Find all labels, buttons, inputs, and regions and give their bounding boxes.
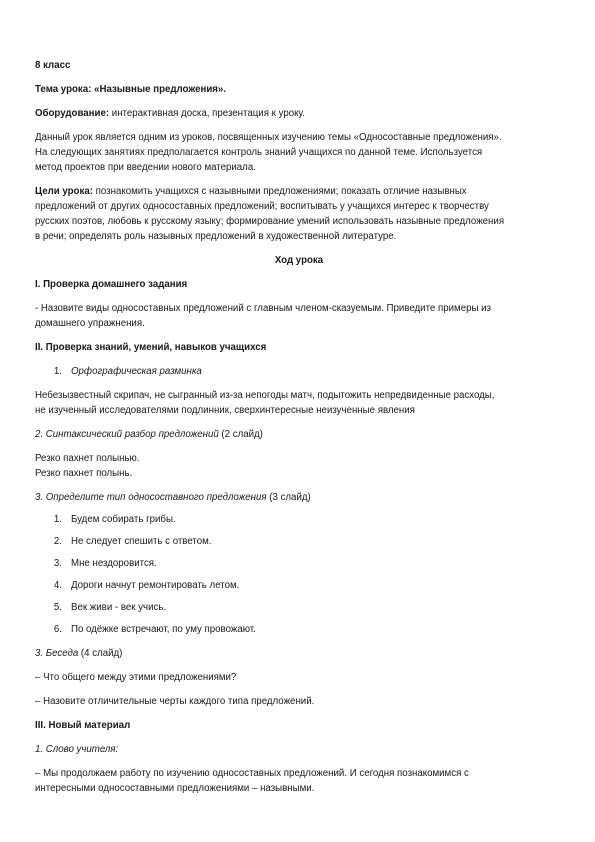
section2-title: II. Проверка знаний, умений, навыков учащихся [35, 342, 267, 353]
list-item: 5. Век живи - век учись. [53, 602, 167, 613]
goals-paragraph: Цели урока: познакомить учащихся с назывными предложениями; показать отличие назывных предложений от других односоставных предложений; воспитывать у учащихся интерес к творчеству русских поэтов, любовь к русскому языку; формирование умений использовать назывные предложения в речи; определять роль назывных предложений в художественной литературе. [35, 186, 505, 242]
section1-paragraph: - Назовите виды односоставных предложений с главным членом-сказуемым. Приведите примеры из домашнего упражнения. [35, 303, 491, 329]
item2-heading: 2. Синтаксический разбор предложений (2 слайд) [35, 429, 263, 440]
topic-line [35, 82, 563, 97]
section1-title: I. Проверка домашнего задания [35, 279, 188, 290]
list-item: 3. Мне нездоровится. [53, 558, 157, 569]
section3-title: III. Новый материал [35, 720, 131, 731]
question-1: – Что общего между этими предложениями? [35, 672, 237, 683]
topic-label: Тема урока: [35, 84, 92, 95]
equipment-label: Оборудование: [35, 108, 110, 119]
ortho-paragraph: Небезызвестный скрипач, не сыгранный из-за непогоды матч, подытожить непредвиденные расходы, не изученный исследователями подлинник, сверхинтересные неизученные явления [35, 390, 495, 416]
document-page [35, 58, 563, 796]
grade-line: 8 класс [35, 60, 71, 71]
teacher-paragraph: – Мы продолжаем работу по изучению односоставных предложений. И сегодня познакомимся с интересными односоставными предложениями – назывными. [35, 768, 469, 794]
course-title: Ход урока [274, 255, 324, 266]
list-item: 2. Не следует спешить с ответом. [53, 536, 212, 547]
item3-heading: 3. Определите тип односоставного предложения (3 слайд) [35, 492, 311, 503]
equipment-value: интерактивная доска, презентация к уроку. [111, 108, 305, 119]
question-2: – Назовите отличительные черты каждого типа предложений. [35, 696, 315, 707]
intro-paragraph: Данный урок является одним из уроков, посвященных изучению темы «Односоставные предложения». На следующих занятиях предполагается контроль знаний учащихся по данной теме. Используется метод проектов при введении нового материала. [35, 132, 502, 173]
parse-paragraph: Резко пахнет полынью. Резко пахнет полынь. [35, 453, 140, 479]
sentence-list [35, 512, 563, 637]
teacher-word-heading: 1. Слово учителя: [35, 744, 119, 755]
list-item: 4. Дороги начнут ремонтировать летом. [53, 580, 240, 591]
goals-label: Цели урока: [35, 186, 93, 197]
list-item: 6. По одёжке встречают, по уму провожают. [53, 624, 256, 635]
item4-heading: 3. Беседа (4 слайд) [35, 648, 123, 659]
list-item: 1. Орфографическая разминка [53, 366, 202, 377]
equipment-line [35, 106, 563, 121]
topic-value: «Назывные предложения». [94, 84, 227, 95]
list-item: 1. Будем собирать грибы. [53, 514, 176, 525]
